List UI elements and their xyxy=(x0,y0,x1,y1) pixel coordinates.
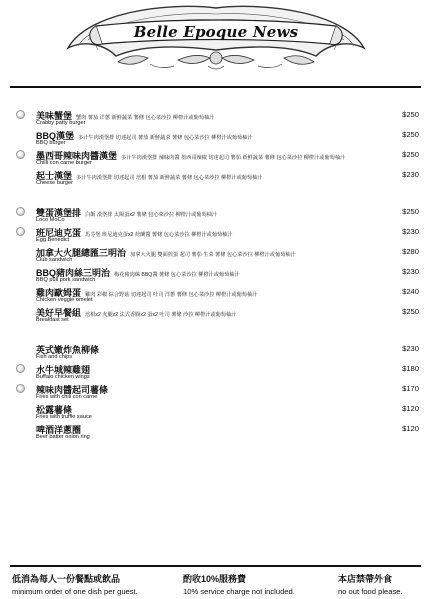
menu-item-name: 墨西哥辣味肉醬漢堡 xyxy=(36,151,118,161)
menu-item-ingredients: 多汁牛肉漢堡排 辣味肉醬 墨西哥辣椒 切達起司 薯茄 新鮮蔬菜 薯條 包心菜沙拉 柳橙汁或葡萄柚汁 xyxy=(121,155,346,161)
menu-item-ingredients: 多汁牛肉漢堡排 切達起司 薯茄 新鮮蔬菜 薯條 包心菜沙拉 柳橙汁或葡萄柚汁 xyxy=(78,135,253,141)
cocktail-bullet-icon xyxy=(16,150,25,159)
footer-note-en: minimum order of one dish per guest. xyxy=(12,587,138,596)
menu-item-name: 水牛城辣雞翅 xyxy=(36,365,91,375)
cocktail-bullet-icon xyxy=(16,110,25,119)
menu-item-english-name: BBQ pull pork sandwich xyxy=(36,277,96,283)
footer-note-en: 10% service charge not included. xyxy=(183,587,295,596)
menu-item-line xyxy=(36,246,296,261)
menu-item-english-name: Breakfast set xyxy=(36,317,69,323)
menu-item-ingredients: 馬芬堡 班尼迪克蛋x2 荷蘭醬 薯條 包心菜沙拉 柳橙汁或葡萄柚汁 xyxy=(85,232,233,238)
menu-item-price: $250 xyxy=(402,130,419,139)
menu-item-price: $250 xyxy=(402,307,419,316)
menu-item-ingredients: 培根x2 火腿x2 法式香腸x2 蛋x2 吐司 薯條 沙拉 柳橙汁或葡萄柚汁 xyxy=(85,312,237,318)
menu-item-english-name: Buffalo chicken wings xyxy=(36,374,90,380)
cocktail-bullet-icon xyxy=(16,207,25,216)
menu-item-price: $170 xyxy=(402,384,419,393)
footer-note-zh: 酌收10%服務費 xyxy=(183,574,247,584)
header-banner xyxy=(58,4,374,76)
menu-item-ingredients: 多汁牛肉漢堡排 切達起司 培根 薯茄 新鮮蔬菜 薯條 包心菜沙拉 柳橙汁或葡萄柚汁 xyxy=(76,175,263,181)
cocktail-bullet-icon xyxy=(16,227,25,236)
menu-item-name: BBQ豬肉絲三明治 xyxy=(36,268,110,278)
footer-note-en: no out food please. xyxy=(338,587,403,596)
menu-item-name: 美好早餐組 xyxy=(36,308,82,318)
menu-item-name: 雞肉歐姆蛋 xyxy=(36,288,82,298)
menu-item-price: $280 xyxy=(402,247,419,256)
menu-item-name: 松露薯條 xyxy=(36,405,73,415)
footer-note-no-outside-food xyxy=(338,574,403,597)
menu-item-english-name: Egg Benedict xyxy=(36,237,70,243)
footer-note-service-charge xyxy=(183,574,295,597)
menu-item-price: $250 xyxy=(402,110,419,119)
menu-item-name: BBQ漢堡 xyxy=(36,131,74,141)
menu-item-price: $230 xyxy=(402,344,419,353)
menu-item-price: $250 xyxy=(402,150,419,159)
menu-item-price: $120 xyxy=(402,424,419,433)
menu-item-name: 班尼迪克蛋 xyxy=(36,228,82,238)
header-title: Belle Epoque News xyxy=(133,23,299,41)
menu-item-english-name: Club sandwich xyxy=(36,257,73,263)
menu-item-english-name: Fries with chili con carne xyxy=(36,394,98,400)
menu-item-price: $120 xyxy=(402,404,419,413)
menu-item-line xyxy=(36,129,253,144)
footer-note-zh: 本店禁帶外食 xyxy=(338,574,393,584)
menu-item-price: $240 xyxy=(402,287,419,296)
menu-item-name: 美味蟹堡 xyxy=(36,111,73,121)
footer-note-zh: 低消為每人一份餐點或飲品 xyxy=(12,574,121,584)
menu-item-ingredients: 雞肉 彩椒 綜合野菇 切達起司 吐司 洋蔥 薯條 包心菜沙拉 柳橙汁或葡萄柚汁 xyxy=(85,292,258,298)
menu-item-ingredients: 梅花豬肉絲 BBQ醬 薯條 包心菜沙拉 柳橙汁或葡萄柚汁 xyxy=(114,272,240,278)
menu-item-ingredients: 白飯 漢堡排 太陽蛋x2 薯條 包心菜沙拉 柳橙汁或葡萄柚汁 xyxy=(85,212,218,218)
menu-item-english-name: Chilli con carne burger xyxy=(36,160,92,166)
cocktail-bullet-icon xyxy=(16,384,25,393)
menu-item-english-name: Fish and chips xyxy=(36,354,73,360)
footer-note-min-order xyxy=(12,574,138,597)
menu-item-name: 雙蛋漢堡排 xyxy=(36,208,82,218)
bottom-divider xyxy=(10,565,421,567)
menu-item-name: 起士漢堡 xyxy=(36,171,73,181)
menu-item-english-name: Loco MoCo xyxy=(36,217,65,223)
menu-item-name: 辣味肉醬起司薯條 xyxy=(36,385,109,395)
menu-item-english-name: Beer batter onion ring xyxy=(36,434,90,440)
menu-item-english-name: BBQ burger xyxy=(36,140,66,146)
menu-item-price: $230 xyxy=(402,267,419,276)
top-divider xyxy=(10,86,421,88)
menu-item-price: $230 xyxy=(402,170,419,179)
menu-item-ingredients: 加拿大火腿 雙面煎蛋 起司 薯茄 生菜 薯條 包心菜沙拉 柳橙汁或葡萄柚汁 xyxy=(130,252,296,258)
menu-item-name: 英式嫩炸魚柳條 xyxy=(36,345,100,355)
menu-item-name: 加拿大火腿總匯三明治 xyxy=(36,248,127,258)
menu-item-english-name: Cheese burger xyxy=(36,180,74,186)
menu-item-ingredients: 蟹肉 薯茄 洋蔥 新鮮蔬菜 薯條 包心菜沙拉 柳橙汁或葡萄柚汁 xyxy=(76,115,215,121)
cocktail-bullet-icon xyxy=(16,364,25,373)
menu-item-name: 啤酒洋蔥圈 xyxy=(36,425,82,435)
menu-item-price: $180 xyxy=(402,364,419,373)
menu-item-price: $250 xyxy=(402,207,419,216)
menu-item-english-name: Fries with truffle sauce xyxy=(36,414,92,420)
menu-item-english-name: Crabby patty burger xyxy=(36,120,86,126)
menu-item-english-name: Chicken veggie omelet xyxy=(36,297,93,303)
menu-item-price: $230 xyxy=(402,227,419,236)
